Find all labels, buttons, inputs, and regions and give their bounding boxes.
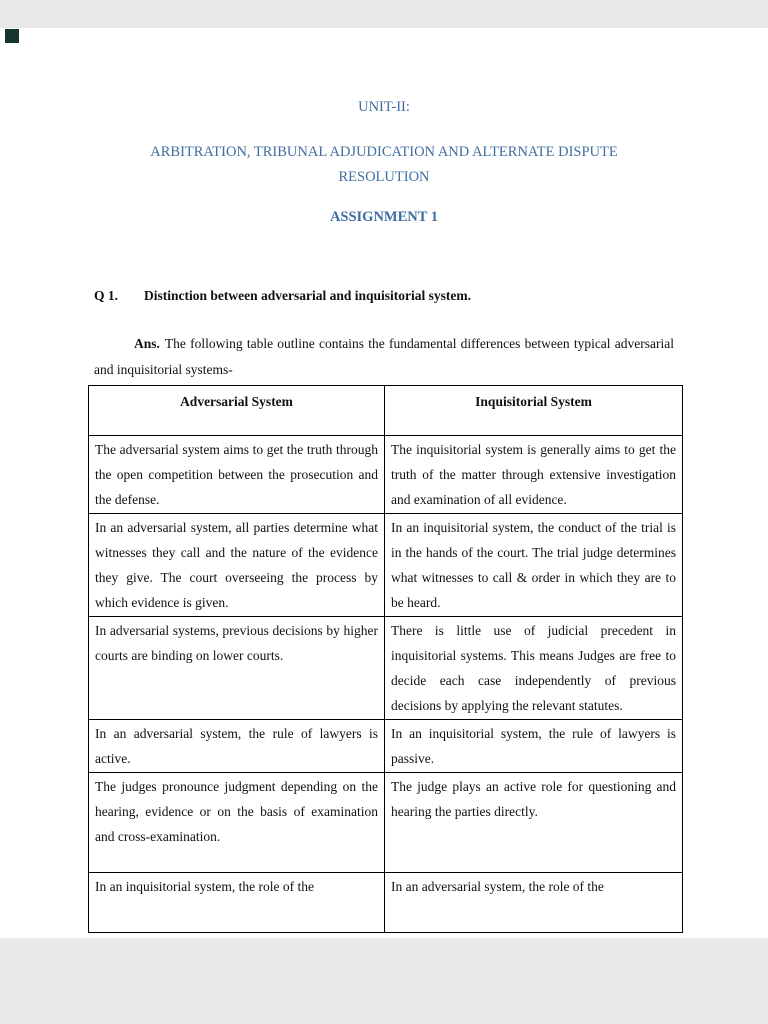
question-text: Distinction between adversarial and inquisitorial system. [144, 288, 472, 303]
table-cell: In an adversarial system, the role of the [385, 873, 683, 933]
answer-paragraph [94, 331, 674, 383]
table-header-row [89, 386, 683, 436]
table-cell: In adversarial systems, previous decisions by higher courts are binding on lower courts. [89, 617, 385, 720]
corner-marker [5, 29, 19, 43]
table-row [89, 436, 683, 514]
table-cell: The inquisitorial system is generally aims to get the truth of the matter through extensive investigation and examination of all evidence. [385, 436, 683, 514]
assignment-heading: ASSIGNMENT 1 [329, 209, 439, 225]
course-heading-line2: RESOLUTION [338, 169, 430, 185]
table-cell: In an inquisitorial system, the role of the [89, 873, 385, 933]
table-row [89, 873, 683, 933]
question-paragraph [94, 283, 674, 309]
table-cell: There is little use of judicial precedent in inquisitorial systems. This means Judges are free to decide each case independently of previous decisions by applying the relevant statutes. [385, 617, 683, 720]
table-row [89, 720, 683, 773]
table-cell: In an adversarial system, all parties determine what witnesses they call and the nature of the evidence they give. The court overseeing the process by which evidence is given. [89, 514, 385, 617]
answer-intro-text: The following table outline contains the fundamental differences between typical adversarial and inquisitorial systems- [94, 336, 674, 377]
table-header-inquisitorial: Inquisitorial System [385, 386, 683, 436]
course-heading [0, 140, 768, 190]
document-page [0, 28, 768, 938]
course-heading-line1: ARBITRATION, TRIBUNAL ADJUDICATION AND ALTERNATE DISPUTE [150, 144, 618, 160]
table-cell: The judge plays an active role for questioning and hearing the parties directly. [385, 773, 683, 873]
question-number: Q 1. [94, 288, 119, 303]
table-cell: In an inquisitorial system, the conduct of the trial is in the hands of the court. The trial judge determines what witnesses to call & order in which they are to be heard. [385, 514, 683, 617]
table-row [89, 773, 683, 873]
table-cell: The judges pronounce judgment depending on the hearing, evidence or on the basis of examination and cross-examination. [89, 773, 385, 873]
table-header-adversarial: Adversarial System [89, 386, 385, 436]
table-row [89, 514, 683, 617]
comparison-table [88, 385, 683, 933]
table-cell: The adversarial system aims to get the truth through the open competition between the prosecution and the defense. [89, 436, 385, 514]
table-cell: In an adversarial system, the rule of lawyers is active. [89, 720, 385, 773]
answer-label: Ans. [134, 336, 160, 351]
unit-heading: UNIT-II: [358, 99, 410, 115]
table-row [89, 617, 683, 720]
table-cell: In an inquisitorial system, the rule of lawyers is passive. [385, 720, 683, 773]
